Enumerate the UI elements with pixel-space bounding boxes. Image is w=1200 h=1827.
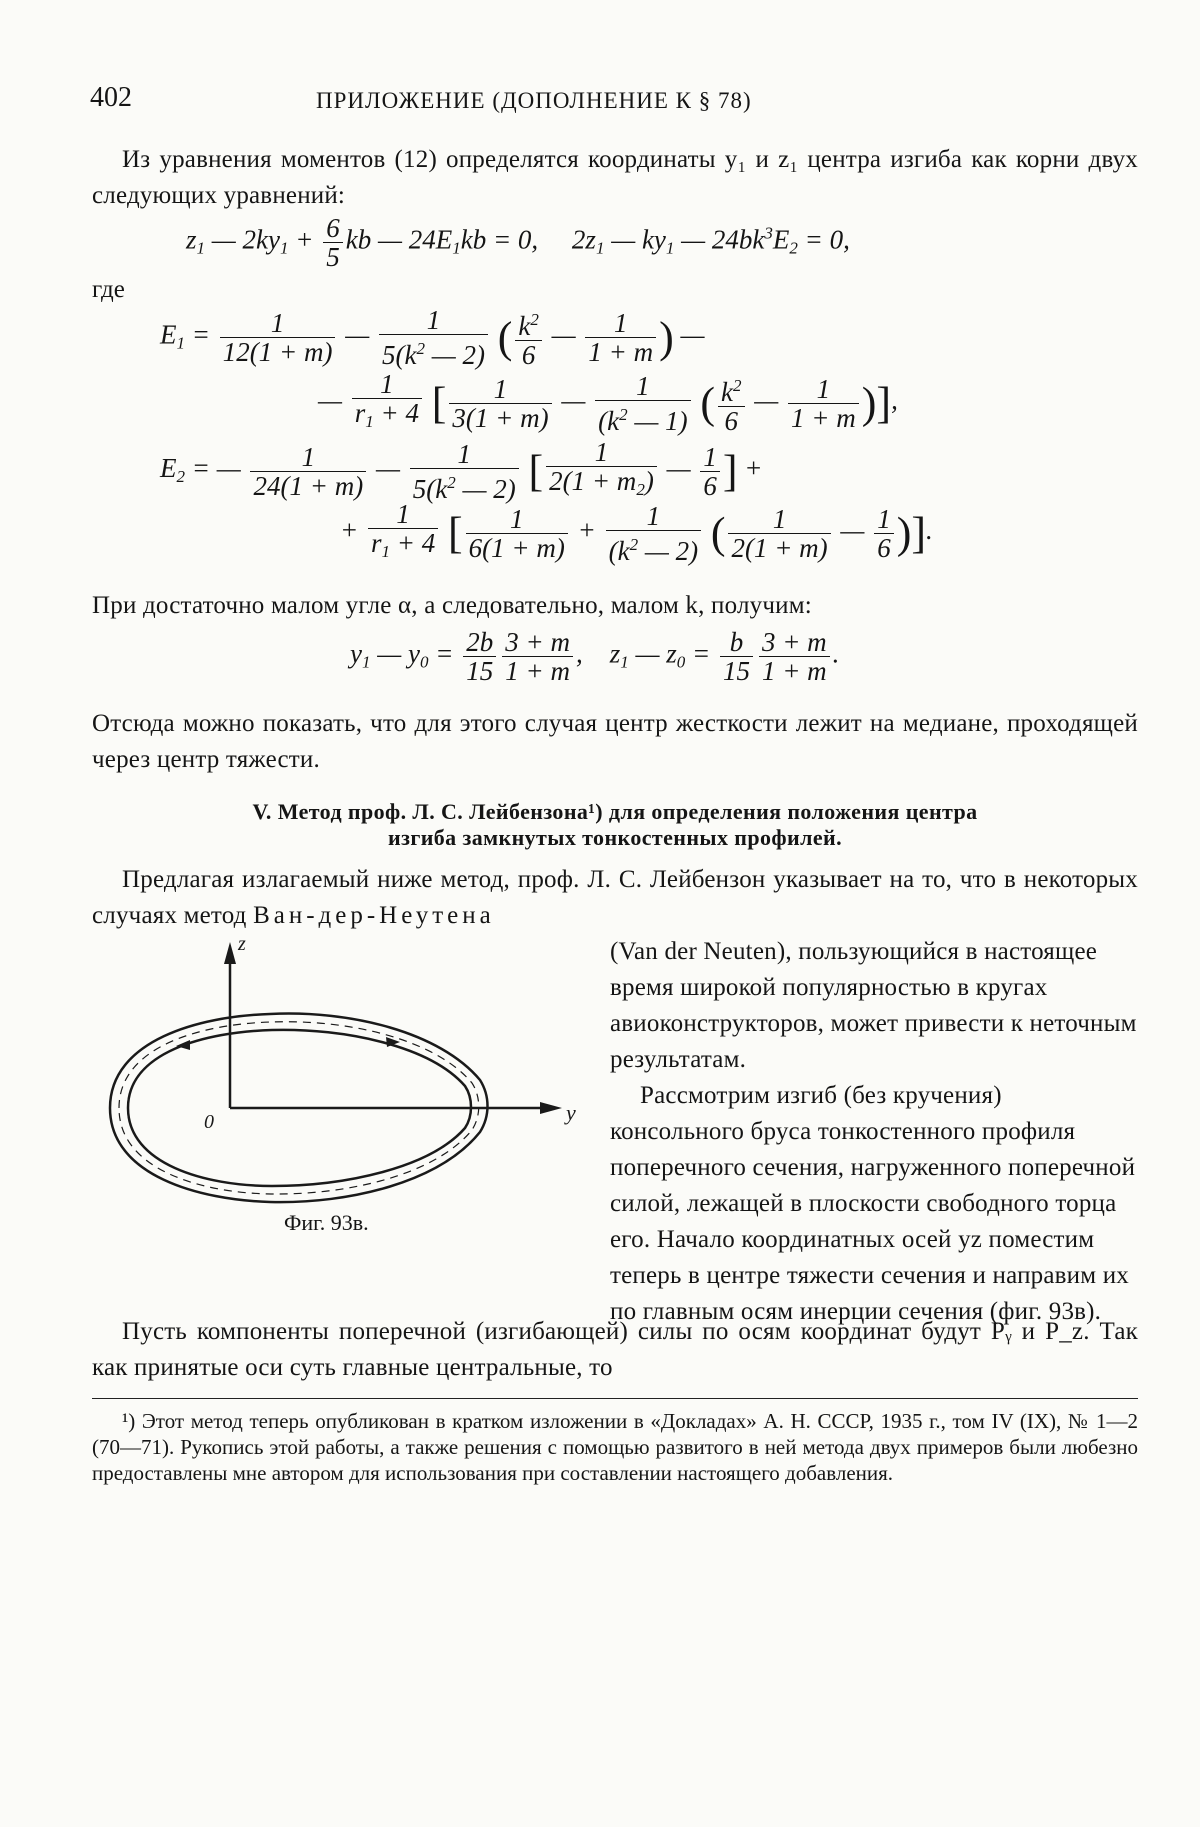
intro-text: Из уравнения моментов (12) определятся координаты y₁ и z₁ центра изгиба как корни двух следующих уравнений: — [92, 146, 1138, 209]
equation-e2-line2: + $\frac{1}{r_1 + 4}$ [ $\frac{1}{6(1 + m)}$ + $\frac{1}{(k^2 — 2)}$ ( $\frac{1}{2(1 + m)}$ — $\frac{1}{6}$ )]. — [340, 499, 933, 566]
axis-y-label: y — [566, 1100, 576, 1125]
section-heading-line1: V. Метод проф. Л. С. Лейбензона¹) для определения положения центра — [252, 799, 978, 824]
bending-text: Рассмотрим изгиб (без кручения) консольного бруса тонкостенного профиля поперечного сечения, нагруженного поперечной силой, лежащей в плоскости свободного торца его. Начало координатных осей yz поместим теперь в центре тяжести сечения и направим их по главным осям инерции сечения (фиг. 93в). — [610, 1082, 1136, 1325]
page-number: 402 — [90, 82, 132, 113]
where-label: где — [92, 276, 125, 303]
equation-center-of-bending: $z_1$ — $2ky_1$ + $\frac{6}{5}$ kb — $24E_1kb = 0$, $2z_1$ — $ky_1$ — $24bk^3E_2 = 0$, — [186, 213, 850, 272]
equation-e1-line2: — $\frac{1}{r_1 + 4}$ [ $\frac{1}{3(1 + m)}$ — $\frac{1}{(k^2 — 1)}$ ( $\frac{k^2}{6}$ — $\frac{1}{1 + m}$ )], — [318, 369, 898, 436]
y-axis-arrow — [540, 1102, 562, 1114]
method-paragraph-3 — [92, 1314, 1138, 1386]
figure-caption: Фиг. 93в. — [284, 1210, 369, 1235]
equation-e2-line1: $E_2$ = — $\frac{1}{24(1 + m)}$ — $\frac{1}{5(k^2 — 2)}$ [ $\frac{1}{2(1 + m_2)}$ — $\frac{1}{6}$ ] + — [160, 437, 763, 504]
footnote-rule — [92, 1398, 1138, 1399]
section-heading-line2: изгиба замкнутых тонкостенных профилей. — [388, 825, 842, 850]
z-axis-arrow — [224, 942, 236, 964]
figure-93v — [80, 920, 600, 1300]
method-paragraph-1-cont — [610, 934, 1138, 1078]
method-text-b: (Van der Neuten), пользующийся в настоящее время широкой популярностью в кругах авиоконструкторов, может привести к неточным результатам. — [610, 938, 1137, 1073]
footnote — [92, 1408, 1138, 1486]
footnote-text: ¹) Этот метод теперь опубликован в кратком изложении в «Докладах» А. Н. СССР, 1935 г., том IV (IX), № 1—2 (70—71). Рукопись этой работы, а также решения с помощью развитого в ней метода двух примеров были любезно предоставлены мне автором для использования при составлении настоящего добавления. — [92, 1409, 1138, 1485]
equation-e1-line1: $E_1$ = $\frac{1}{12(1 + m)}$ — $\frac{1}{5(k^2 — 2)}$ ( $\frac{k^2}{6}$ — $\frac{1}{1 + m}$ ) — — [160, 305, 705, 370]
axis-z-label: z — [238, 933, 246, 955]
author-name: Ван-дер-Неутена — [253, 902, 495, 929]
force-components-text: Пусть компоненты поперечной (изгибающей) силы по осям координат будут Pᵧ и P_z. Так как принятые оси суть главные центральные, то — [92, 1318, 1138, 1381]
equation-approx: $y_1$ — $y_0$ = $\frac{2b}{15}$ $\frac{3 + m}{1 + m}$ , $z_1$ — $z_0$ = $\frac{b}{15}$ $\frac{3 + m}{1 + m}$ . — [350, 627, 840, 686]
method-text-a: Предлагая излагаемый ниже метод, проф. Л. С. Лейбензон указывает на то, что в некоторых случаях метод — [92, 866, 1138, 929]
conclusion-paragraph: Отсюда можно показать, что для этого случая центр жесткости лежит на медиане, проходящей через центр тяжести. — [92, 710, 1138, 773]
running-title: ПРИЛОЖЕНИЕ (ДОПОЛНЕНИЕ К § 78) — [316, 88, 752, 113]
origin-label: 0 — [204, 1111, 214, 1133]
intro-paragraph — [92, 142, 1138, 214]
method-paragraph-2 — [610, 1078, 1138, 1330]
approx-paragraph: При достаточно малом угле α, а следовательно, малом k, получим: — [92, 592, 812, 619]
